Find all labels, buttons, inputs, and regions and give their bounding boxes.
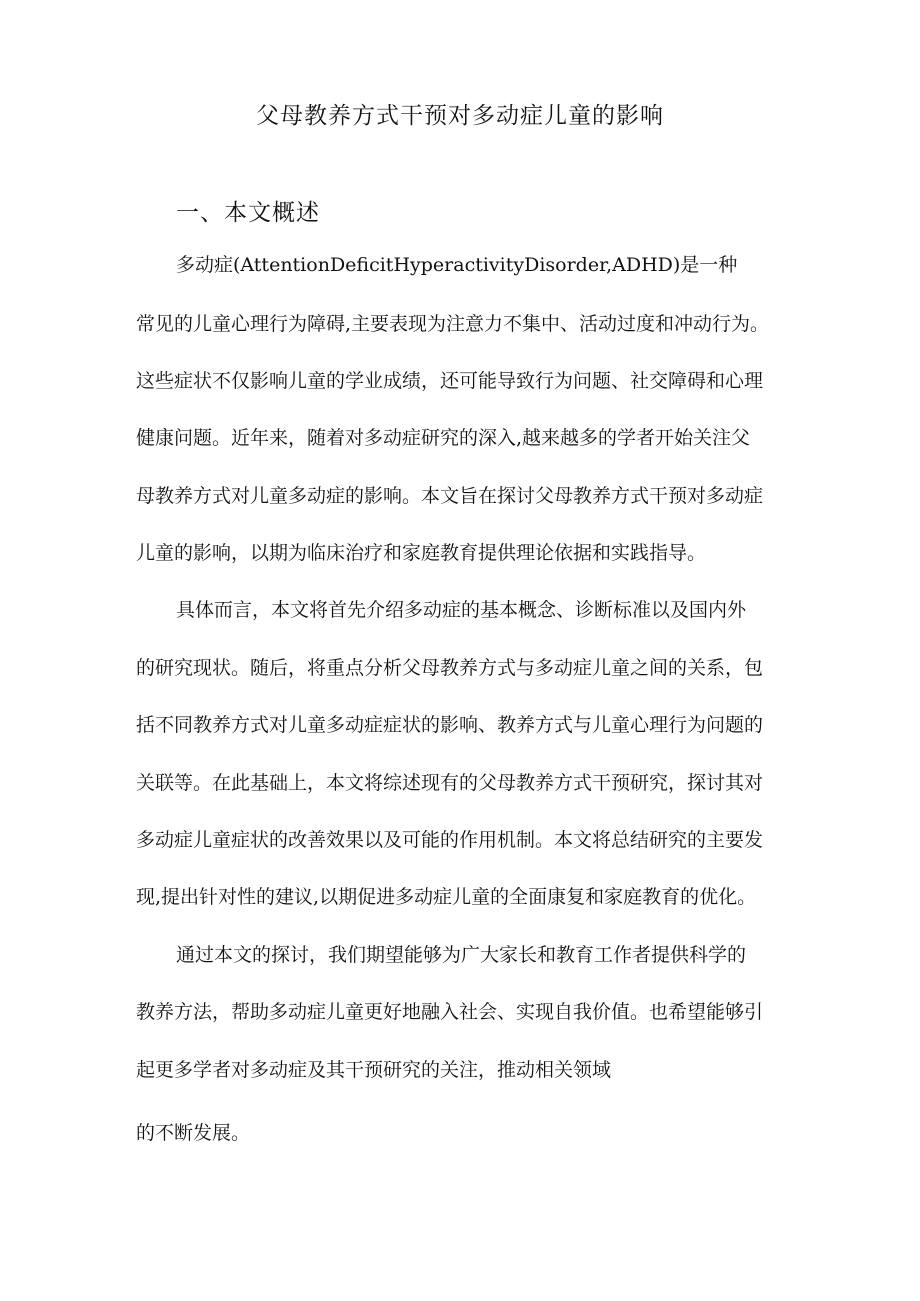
- paragraph-2-line-6: 现,提出针对性的建议,以期促进多动症儿童的全面康复和家庭教育的优化。: [136, 886, 757, 908]
- paragraph-2-line-3: 括不同教养方式对儿童多动症症状的影响、教养方式与儿童心理行为问题的: [136, 714, 764, 736]
- paragraph-1-line-1: 多动症(AttentionDeficitHyperactivityDisorder,ADHD)是一种: [176, 254, 738, 276]
- paragraph-3-line-1: 通过本文的探讨，我们期望能够为广大家长和教育工作者提供科学的: [176, 944, 747, 966]
- paragraph-2-line-5: 多动症儿童症状的改善效果以及可能的作用机制。本文将总结研究的主要发: [136, 829, 764, 851]
- paragraph-1-line-5: 母教养方式对儿童多动症的影响。本文旨在探讨父母教养方式干预对多动症: [136, 485, 764, 507]
- paragraph-2-line-2: 的研究现状。随后，将重点分析父母教养方式与多动症儿童之间的关系，包: [136, 657, 764, 679]
- paragraph-2-line-4: 关联等。在此基础上，本文将综述现有的父母教养方式干预研究，探讨其对: [136, 772, 764, 794]
- paragraph-3-line-2: 教养方法，帮助多动症儿童更好地融入社会、实现自我价值。也希望能够引: [136, 1001, 764, 1023]
- paragraph-3-line-3: 起更多学者对多动症及其干预研究的关注，推动相关领域: [136, 1059, 612, 1081]
- paragraph-2-line-1: 具体而言，本文将首先介绍多动症的基本概念、诊断标准以及国内外: [176, 599, 747, 621]
- document-title: 父母教养方式干预对多动症儿童的影响: [256, 103, 664, 129]
- section-heading: 一、本文概述: [176, 200, 320, 226]
- paragraph-1-line-4: 健康问题。近年来，随着对多动症研究的深入,越来越多的学者开始关注父: [136, 427, 751, 449]
- paragraph-1-line-6: 儿童的影响，以期为临床治疗和家庭教育提供理论依据和实践指导。: [136, 542, 707, 564]
- paragraph-1-line-2: 常见的儿童心理行为障碍,主要表现为注意力不集中、活动过度和冲动行为。: [136, 313, 770, 335]
- paragraph-1-line-3: 这些症状不仅影响儿童的学业成绩，还可能导致行为问题、社交障碍和心理: [136, 370, 764, 392]
- paragraph-3-line-4: 的不断发展。: [136, 1122, 251, 1144]
